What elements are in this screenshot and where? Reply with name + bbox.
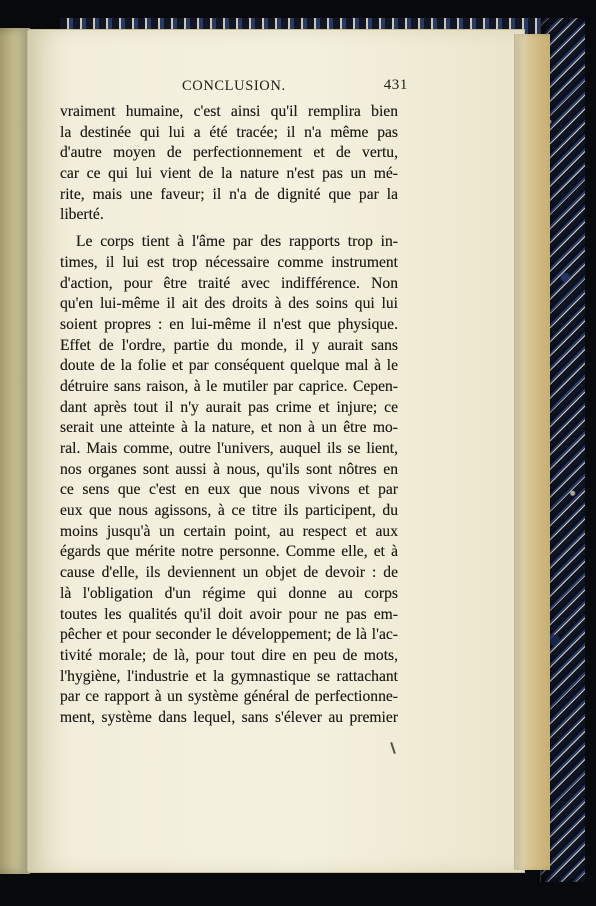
text-line: liberté. [60,206,104,224]
page-number: 431 [383,77,408,93]
text-line: cause d'elle, ils deviennent un objet de devoir : de [60,564,398,582]
text-line: d'autre moyen de perfectionnement et de vertu, [60,144,398,162]
text-line: ment, système dans lequel, sans s'élever au premier [60,708,398,726]
text-line: soient propres : en lui-même il n'est que physique. [60,315,398,333]
text-line: vraiment humaine, c'est ainsi qu'il remplira bien [60,103,398,120]
text-line: toutes les qualités qu'il doit avoir pour ne pas em- [60,605,398,623]
chapter-title: CONCLUSION. [182,78,286,94]
text-line: Le corps tient à l'âme par des rapports trop in- [76,233,398,251]
paragraph-1 [60,102,398,226]
text-line: moins jusqu'à un certain point, au respect et aux [60,522,398,540]
page-text [60,102,398,729]
text-line: ce sens que c'est en eux que nous vivons et par [60,481,398,499]
text-line: times, il lui est trop nécessaire comme instrument [60,253,398,271]
text-line: qu'en lui-même il ait des droits à des soins qui lui [60,295,398,313]
text-line: serait une atteinte à la nature, et non à un être mo- [60,419,398,437]
page-fore-edge [514,34,550,870]
running-header [182,78,408,102]
text-line: par ce rapport à un système général de perfectionne- [60,688,398,706]
text-line: tivité morale; de là, pour tout dire en peu de mots, [60,646,398,664]
text-line: eux que nous agissons, à ce titre ils participent, du [60,502,398,520]
text-line: pêcher et pour seconder le développement; de là l'ac- [60,626,398,644]
text-line: rite, mais une faveur; il n'a de dignité que par la [60,185,398,203]
text-line: nos organes sont aussi à nous, qu'ils sont nôtres en [60,460,398,478]
text-line: égards que mérite notre personne. Comme elle, et à [60,543,398,561]
left-page-edge [0,28,30,874]
text-line: dant après tout il n'y aurait pas crime et injure; ce [60,398,398,416]
text-line: doute de la folie et par conséquent quelque mal à le [60,357,398,375]
text-line: car ce qui lui vient de la nature n'est pas un mé- [60,165,398,183]
text-line: l'hygiène, l'industrie et la gymnastique se rattachant [60,667,398,685]
text-line: là l'obligation d'un régime qui donne au corps [60,584,398,602]
text-line: détruire sans raison, à le mutiler par caprice. Cepen- [60,377,398,395]
text-line: Effet de l'ordre, partie du monde, il y aurait sans [60,336,398,354]
text-line: ral. Mais comme, outre l'univers, auquel ils se lient, [60,440,398,457]
text-line: d'action, pour être traité avec indifférence. Non [60,274,398,292]
paragraph-2 [60,232,398,729]
text-line: la destinée qui lui a été tracée; il n'a même pas [60,123,398,141]
